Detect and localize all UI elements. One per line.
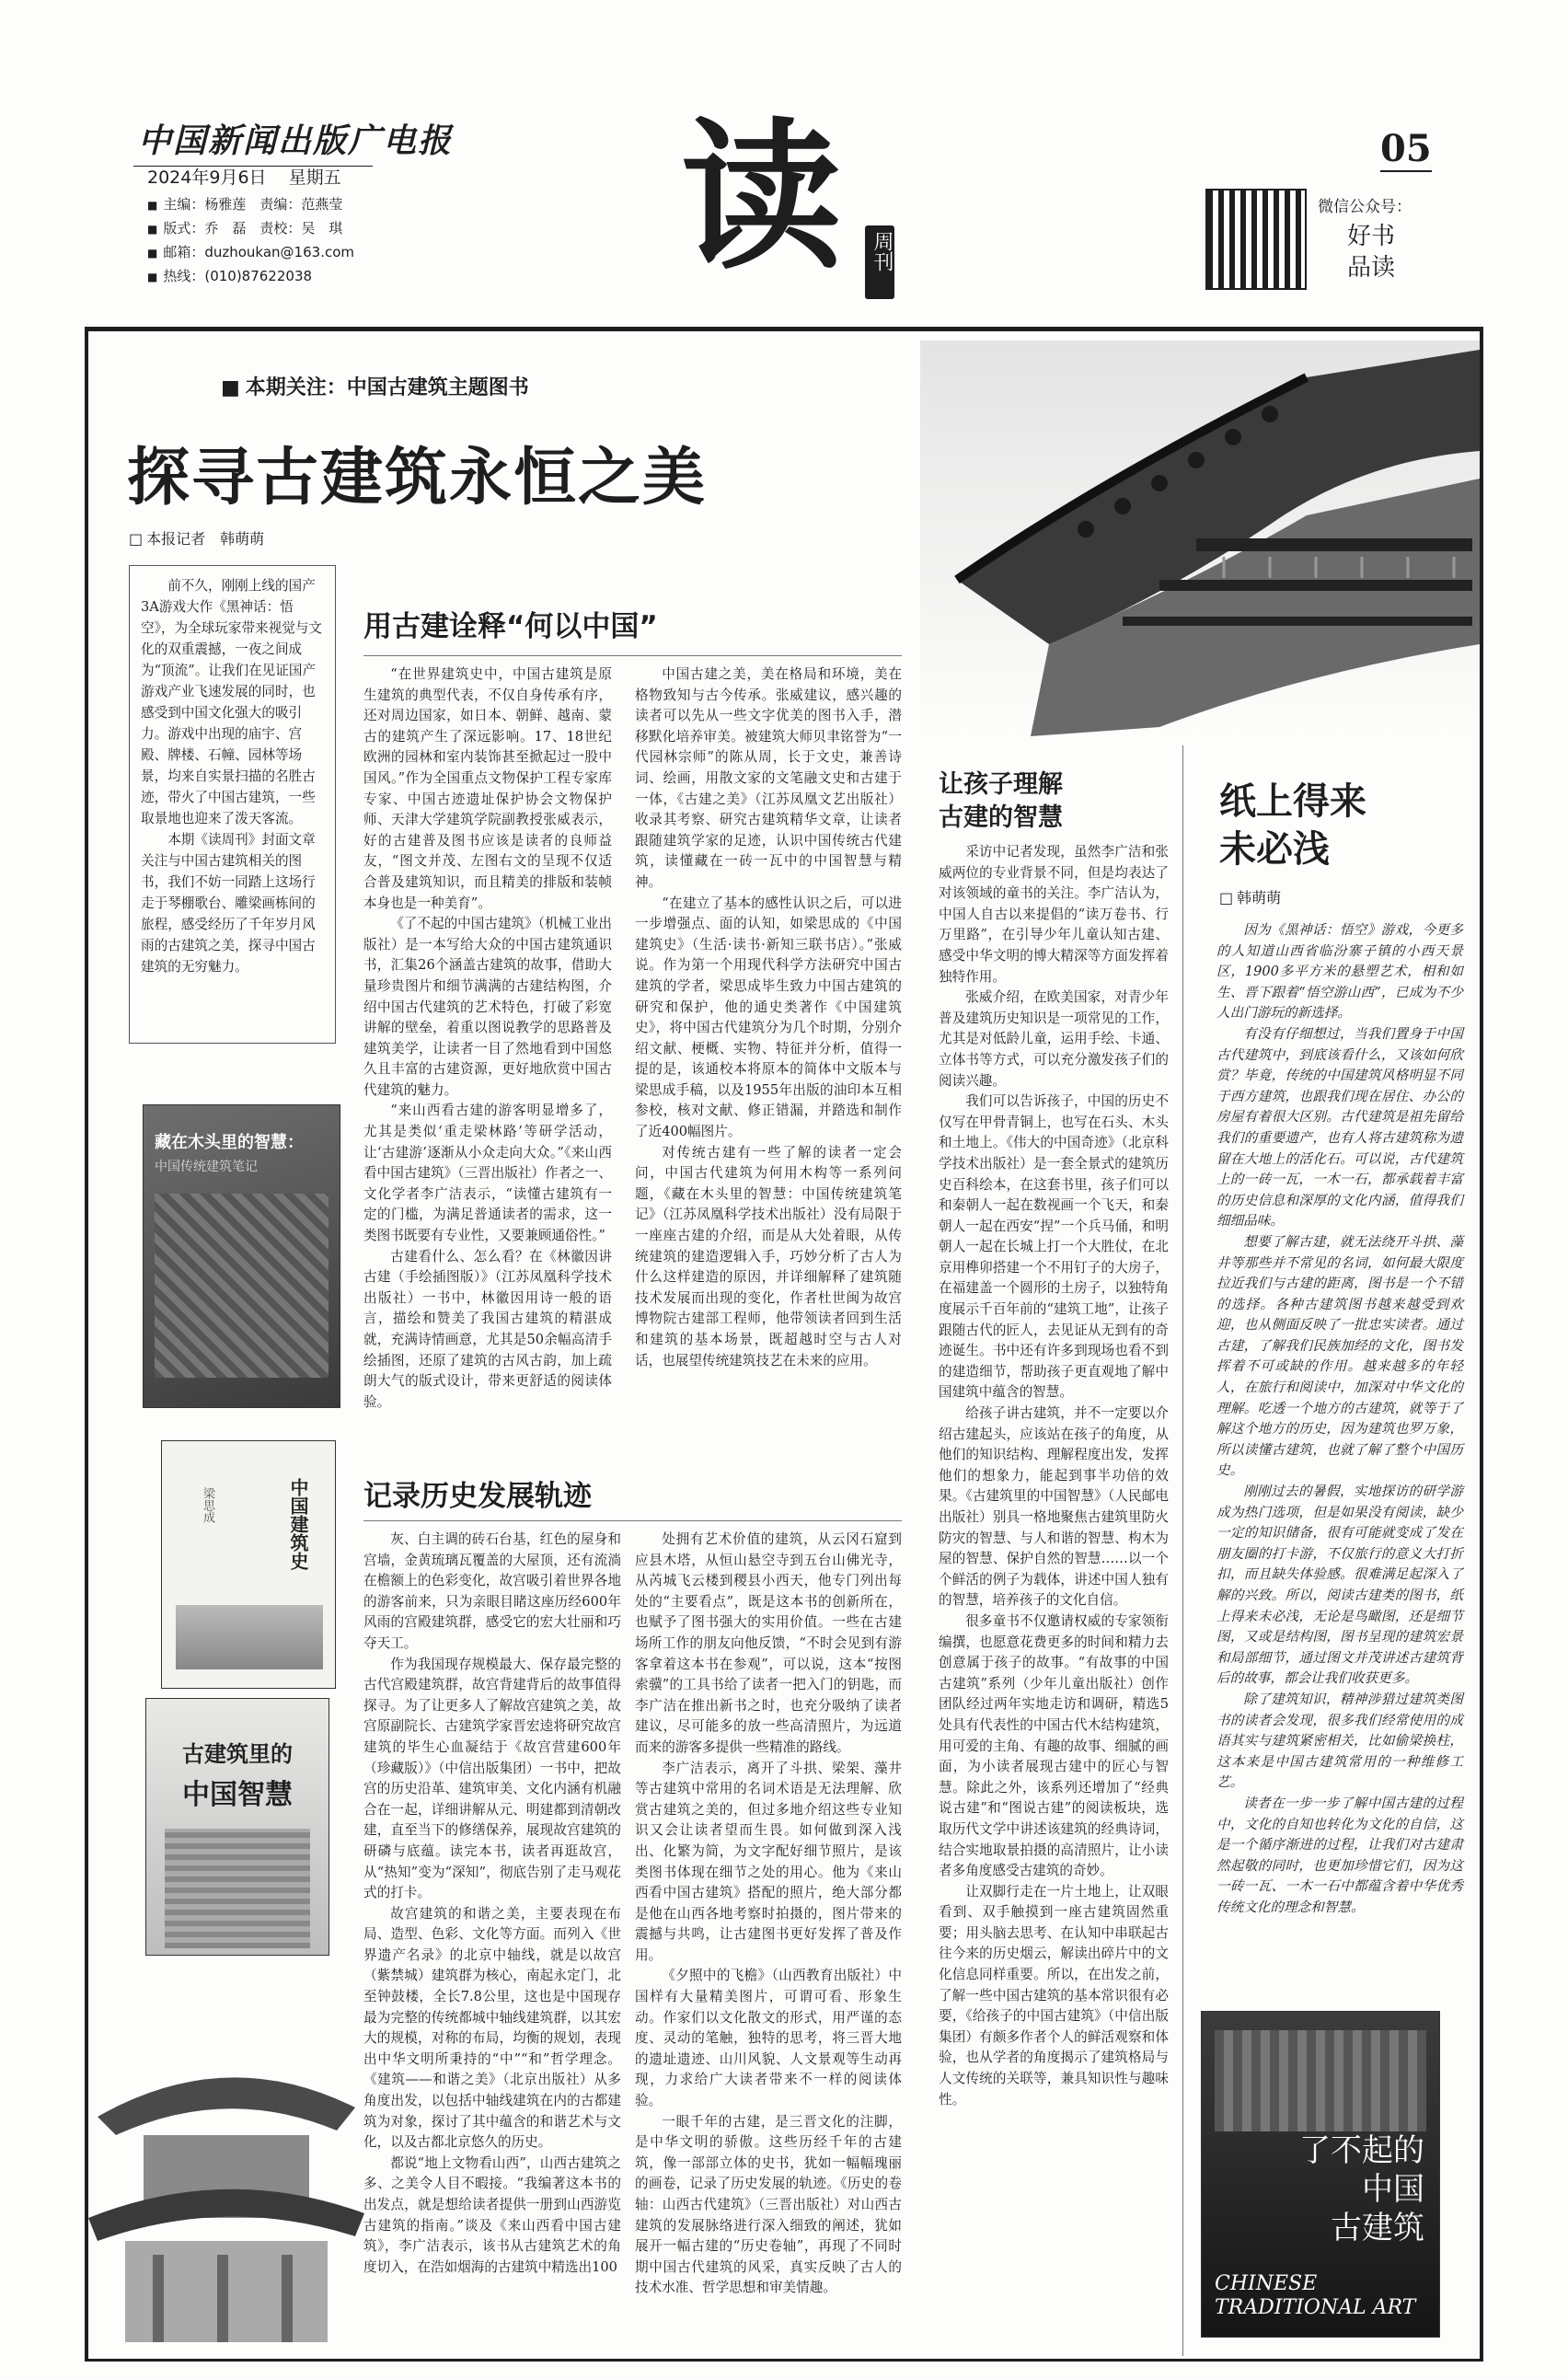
- qr-code-icon: [1205, 189, 1307, 290]
- article-paragraph: “在建立了基本的感性认识之后，可以进一步增强点、面的认知，如梁思成的《中国建筑史》（生活·读书·新知三联书店）。”张威说。作为第一个用现代科学方法研究中国古建筑的学者，梁思成毕生致力中国古建筑的研究和保护，他的通史类著作《中国建筑史》，将中国古代建筑分为几个时期，分别介绍文献、梗概、实物、特征并分析，值得一提的是，该通校本将原本的简体中文版本与梁思成手稿，以及1955年出版的油印本互相参校，核对文献、修正错漏，并踏选和制作了近400幅图片。: [635, 895, 902, 1140]
- book-title: 了不起的: [1299, 2132, 1424, 2169]
- book-cover-china-architecture-history: [161, 1440, 336, 1689]
- section3-column-2: [635, 1530, 902, 2362]
- book-cover-ancient-wisdom-series: [145, 1698, 329, 1956]
- staff-line: ■ 版式：乔 磊 责校：吴 琪: [147, 217, 354, 241]
- commentary-paragraph: 除了建筑知识，精神涉猎过建筑类图书的读者会发现，很多我们经常使用的成语其实与建筑紧密相关，比如偷梁换柱，这本来是中国古建筑常用的一种维修工艺。: [1216, 1691, 1463, 1791]
- section-kicker: ■ 本期关注：中国古建筑主题图书: [221, 372, 529, 400]
- commentary-paragraph: 因为《黑神话：悟空》游戏，今更多的人知道山西省临汾寨子镇的小西天景区，1900多平方米的悬塑艺术，相和如生、晋下跟着“悟空游山西”，已成为不少人出门游玩的新选择。: [1216, 922, 1463, 1022]
- right-frame-rule: [1480, 331, 1483, 2361]
- staff-line: ■ 邮箱：duzhoukan@163.com: [147, 241, 354, 265]
- commentary-paragraph: 有没有仔细想过，当我们置身于中国古代建筑中，到底该看什么，又该如何欣赏？毕竟，传统的中国建筑风格明显不同于西方建筑，也跟我们现在居住、办公的房屋有着很大区别。古代建筑是祖先留给我们的重要遗产，也有人将古建筑称为遗留在大地上的活化石。可以说，古代建筑上的一砖一瓦，一木一石，都承载着丰富的历史信息和深厚的文化内涵，值得我们细细品味。: [1216, 1025, 1463, 1230]
- article-paragraph: 故宫建筑的和谐之美，主要表现在布局、造型、色彩、文化等方面。而列入《世界遗产名录》的北京中轴线，就是以故宫（紫禁城）建筑群为核心，南起永定门，北至钟鼓楼，全长7.8公里，这也是中国现存最为完整的传统都城中轴线建筑群，以其宏大的规模，对称的布局，均衡的规划，表现出中华文明所秉持的“中”“和”哲学理念。《建筑——和谐之美》（北京出版社）从多角度出发，以包括中轴线建筑在内的古都建筑为对象，探讨了其中蕴含的和谐艺术与文化，以及古都北京悠久的历史。: [363, 1905, 621, 2151]
- pavilion-illustration: [88, 2006, 364, 2356]
- article-paragraph: 作为我国现存规模最大、保存最完整的古代宫殿建筑群，故宫背建背后的故事值得探寻。为了让更多人了解故宫建筑之美，故宫原副院长、古建筑学家晋宏逵将研究故宫建筑的毕生心血凝结于《故宫营建600年（珍藏版）》（中信出版集团）一书中，把故宫的历史沿革、建筑审美、文化内涵有机融合在一起，详细讲解从元、明建都到清朝改建，直至当下的修缮保养，展现故宫建筑的研磷与底蕴。读完本书，读者再逛故宫，从“热知”变为“深知”，彻底告别了走马观花式的打卡。: [363, 1656, 621, 1901]
- newspaper-brand: 中国新闻出版广电报: [138, 121, 454, 160]
- article-paragraph: “来山西看古建的游客明显增多了，尤其是类似‘重走梁林路’等研学活动，让‘古建游’逐渐从小众走向大众。”《来山西看中国古建筑》（三晋出版社）作者之一、文化学者李广洁表示，“读懂古建筑有一定的门槛，为满足普通读者的需求，这一类图书既要有专业性，又要兼顾通俗性。”: [363, 1103, 612, 1244]
- article-paragraph: 一眼千年的古建，是三晋文化的注脚，是中华文明的骄傲。这些历经千年的古建筑，像一部部立体的史书，犹如一幅幅瑰丽的画卷，记录了历史发展的轨迹。《历史的卷轴：山西古代建筑》（三晋出版社）对山西古建筑的发展脉络进行深入细致的阐述，犹如展开一幅古建的“历史卷轴”，再现了不同时期中国古代建筑的风采，真实反映了古人的技术水准、哲学思想和审美情趣。: [635, 2113, 902, 2296]
- book-cover-art: [155, 1194, 329, 1378]
- sidebar-title: 纸上得来 未必浅: [1219, 780, 1366, 871]
- wechat-account-name: 好书品读: [1346, 223, 1395, 282]
- headline-byline: □ 本报记者 韩萌萌: [129, 527, 264, 549]
- article-paragraph: 张威介绍，在欧美国家，对青少年普及建筑历史知识是一项常见的工作，尤其是对低龄儿童，运用手绘、卡通、立体书等方式，可以充分激发孩子们的阅读兴趣。: [939, 989, 1169, 1089]
- book-english-line: CHINESE: [1215, 2272, 1318, 2295]
- section3-column-1: [363, 1530, 621, 2362]
- book-cover-remarkable-architecture: [1201, 2011, 1440, 2338]
- book-cover-art: [165, 1829, 310, 1948]
- book-english-line: TRADITIONAL ART: [1215, 2296, 1416, 2319]
- dateline-rule: [133, 166, 373, 167]
- book-title: 中国建筑史: [287, 1478, 309, 1570]
- section2-title: 让孩子理解 古建的智慧: [939, 770, 1063, 832]
- article-paragraph: “在世界建筑史中，中国古建筑是原生建筑的典型代表，不仅自身传承有序，还对周边国家，如日本、朝鲜、越南、蒙古的建筑产生了深远影响。17、18世纪欧洲的园林和室内装饰甚至掀起过一股中国风。”作为全国重点文物保护工程专家库专家、中国古迹遗址保护协会文物保护师、天津大学建筑学院副教授张威表示，好的古建普及图书应该是读者的良师益友，“图文并茂、左图右文的呈现不仅适合普及建筑知识，而且精美的排版和装帧本身也是一种美育”。: [363, 666, 612, 911]
- book-subtitle: 中国传统建筑笔记: [155, 1160, 258, 1174]
- dateline: [147, 164, 341, 189]
- section2-column: [939, 842, 1169, 2361]
- staff-line: ■ 主编：杨雅莲 责编：范燕莹: [147, 193, 354, 217]
- article-paragraph: 处拥有艺术价值的建筑，从云冈石窟到应县木塔，从恒山悬空寺到五台山佛光寺，从芮城飞云楼到稷县小西天，他专门列出每处的“主要看点”，既是这本书的创新所在，也赋予了图书强大的实用价值。一些在古建场所工作的朋友向他反馈，“不时会见到有游客拿着这本书在参观”，可以说，这本“按图索骥”的工具书给了读者一把入门的钥匙，而李广洁在推出新书之时，也充分吸纳了读者建议，尽可能多的放一些高清照片，为远道而来的游客多提供一些精准的路线。: [635, 1531, 902, 1755]
- article-paragraph: 对传统古建有一些了解的读者一定会问，中国古代建筑为何用木构等一系列问题，《藏在木头里的智慧：中国传统建筑笔记》（江苏凤凰科学技术出版社）没有局限于一座座古建的介绍，而是从大处着眼，从传统建筑的建造逻辑入手，巧妙分析了古人为什么这样建造的原因，并详细解释了建筑随技术发展而出现的变化，作者杜世闽为故宫博物院古建部工程师，他带领读者回到生活和建筑的基本场景，既超越时空与古人对话，也展望传统建筑技艺在未来的应用。: [635, 1144, 902, 1369]
- book-title-3: 古建筑: [1331, 2210, 1424, 2246]
- commentary-paragraph: 刚刚过去的暑假，实地探访的研学游成为热门选项，但是如果没有阅读，缺少一定的知识储备，很有可能就变成了发在朋友圈的打卡游，不仅旅行的意义大打折扣，而且缺失体验感。很难满足起深入了解的兴致。所以，阅读古建类的图书，纸上得来未必浅，无论是鸟瞰图，还是细节图，又或是结构图，图书呈现的建筑宏景和局部细节，通过图文并茂讲述古建筑背后的故事，都会让我们收获更多。: [1216, 1484, 1463, 1687]
- book-title: 古建筑里的: [182, 1741, 293, 1767]
- book-title-block: [1299, 2131, 1424, 2247]
- book-title: 藏在木头里的智慧：: [155, 1133, 304, 1152]
- sidebar-byline: □ 韩萌萌: [1219, 886, 1281, 907]
- staff-line: ■ 热线：(010)87622038: [147, 265, 354, 289]
- section1-column-1: [363, 664, 612, 1456]
- book-english-title: [1215, 2272, 1415, 2320]
- issue-weekday: 星期五: [288, 167, 341, 188]
- book-title-2: 中国: [1362, 2171, 1424, 2208]
- top-rule: [85, 327, 1483, 331]
- ancient-roof-illustration: [920, 341, 1480, 736]
- section3-title: 记录历史发展轨迹: [363, 1480, 592, 1513]
- article-paragraph: 《夕照中的飞檐》（山西教育出版社）中国样有大量精美图片，可谓可看、形象生动。作家们以文化散文的形式，用严谨的态度、灵动的笔触，独特的思考，将三晋大地的遗址遗迹、山川风貌、人文景观等生动再现，力求给广大读者带来不一样的阅读体验。: [635, 1968, 902, 2109]
- book-title-2: 中国智慧: [182, 1779, 293, 1811]
- section1-title: 用古建诠释“何以中国”: [363, 610, 658, 643]
- article-paragraph: 我们可以告诉孩子，中国的历史不仅写在甲骨青铜上，也写在石头、木头和土地上。《伟大的中国奇迹》（北京科学技术出版社）是一套全景式的建筑历史百科绘本，在这套书里，孩子们可以和秦朝人一起在数视画一个飞天，和秦朝人一起在西安“捏”一个兵马俑，和明朝人一起在长城上打一个大胜仗，在北京用榫卯搭建一个不用钉子的大房子，在福建盖一个圆形的土房子，以独特角度展示千百年前的“建筑工地”，让孩子跟随古代的匠人，去见证从无到有的奇迹诞生。书中还有许多到现场也看不到的建造细节，帮助孩子更直观地了解中国建筑中蕴含的智慧。: [939, 1093, 1169, 1401]
- article-paragraph: 给孩子讲古建筑，并不一定要以介绍古建起头，应该站在孩子的角度，从他们的知识结构、理解程度出发，发挥他们的想象力，能起到事半功倍的效果。《古建筑里的中国智慧》（人民邮电出版社）别具一格地聚焦古建筑里防火防灾的智慧、与人和谐的智慧、构木为屋的智慧、保护自然的智慧……以一个个鲜活的例子为载体，讲述中国人独有的智慧，培养孩子的文化自信。: [939, 1405, 1169, 1609]
- intro-box: [129, 565, 336, 1044]
- intro-paragraph: 前不久，刚刚上线的国产3A游戏大作《黑神话：悟空》，为全球玩家带来视觉与文化的双重震撼，一夜之间成为“顶流”。让我们在见证国产游戏产业飞速发展的同时，也感受到中国文化强大的吸引力。游戏中出现的庙宇、宫殿、牌楼、石幢、园林等场景，均来自实景扫描的名胜古迹，带火了中国古建筑，一些取景地也迎来了泼天客流。: [141, 578, 323, 826]
- commentary-paragraph: 读者在一步一步了解中国古建的过程中，文化的自知也转化为文化的自信，这是一个循序渐进的过程，让我们对古建肃然起敬的同时，也更加珍惜它们，因为这一砖一瓦、一木一石中都蕴含着中华优秀传统文化的理念和智慧。: [1216, 1795, 1463, 1915]
- section1-rule: [363, 655, 902, 656]
- article-paragraph: 很多童书不仅邀请权威的专家领衔编撰，也愿意花费更多的时间和精力去创意属于孩子的故事。“有故事的中国古建筑”系列（少年儿童出版社）创作团队经过两年实地走访和调研，精选5处具有代表性的中国古代木结构建筑，用可爱的主角、有趣的故事、细腻的画面，为小读者展现古建中的匠心与智慧。除此之外，该系列还增加了“经典说古建”和“图说古建”的阅读板块，选取历代文学中讲述该建筑的经典诗词，结合实地取景拍摄的高清照片，让小读者多角度感受古建筑的奇妙。: [939, 1612, 1169, 1879]
- wechat-label: 微信公众号：: [1318, 198, 1412, 216]
- article-paragraph: 都说“地上文物看山西”，山西古建筑之多、之美令人目不暇接。“我编著这本书的出发点，就是想给读者提供一册到山西游览古建筑的指南。”谈及《来山西看中国古建筑》，李广洁表示，该书从古建筑艺术的角度切入，在浩如烟海的古建筑中精选出100: [363, 2154, 621, 2275]
- intro-paragraph: 本期《读周刊》封面文章关注与中国古建筑相关的图书，我们不妨一同踏上这场行走于琴棚歌台、雕梁画栋间的旅程，感受经历了千年岁月风雨的古建筑之美，探寻中国古建筑的无穷魅力。: [141, 832, 316, 975]
- page-headline: 探寻古建筑永恒之美: [127, 441, 708, 514]
- article-paragraph: 灰、白主调的砖石台基，红色的屋身和宫墙，金黄琉璃瓦覆盖的大屋顶，还有流淌在檐额上的色彩变化，故宫吸引着世界各地的游客前来，只为亲眼目睹这座历经600年风雨的宫殿建筑群，感受它的宏大壮丽和巧夺天工。: [363, 1531, 621, 1651]
- book-cover-wood-wisdom: [143, 1104, 340, 1408]
- article-paragraph: 让双脚行走在一片土地上，让双眼看到、双手触摸到一座古建筑固然重要；用头脑去思考、在认知中串联起古往今来的历史烟云，解读出碎片中的文化信息同样重要。所以，在出发之前，了解一些中国古建筑的基本常识很有必要，《给孩子的中国古建筑》（中信出版集团）有颇多作者个人的鲜活观察和体验，也从学者的角度揭示了建筑格局与人文传统的关联等，兼具知识性与趣味性。: [939, 1883, 1169, 2108]
- staff-list: [147, 193, 354, 289]
- article-paragraph: 中国古建之美，美在格局和环境，美在格物致知与古今传承。张威建议，感兴趣的读者可以先从一些文字优美的图书入手，潜移默化培养审美。被建筑大师贝聿铭誉为“一代园林宗师”的陈从周，长于文史，兼善诗词、绘画，用散文家的文笔融文史和古建于一体，《古建之美》（江苏凤凰文艺出版社）收录其考察、研究古建筑精华文章，让读者跟随建筑学家的足迹，认识中国传统古代建筑，读懂藏在一砖一瓦中的中国智慧与精神。: [635, 666, 902, 890]
- book-cover-art: [1215, 2030, 1426, 2131]
- commentary-paragraph: 想要了解古建，就无法绕开斗拱、藻井等那些并不常见的名词，如何最大限度拉近我们与古建的距离，图书是一个不错的选择。各种古建筑图书越来越受到欢迎，也从侧面反映了一批忠实读者。通过古建，了解我们民族加经的文化，图书发挥着不可或缺的作用。越来越多的年轻人，在旅行和阅读中，加深对中华文化的理解。吃透一个地方的古建筑，就等于了解这个地方的历史，因为建筑也罗万象，所以读懂古建筑，也就了解了整个中国历史。: [1216, 1233, 1463, 1479]
- article-paragraph: 采访中记者发现，虽然李广洁和张威两位的专业背景不同，但是均表达了对该领域的童书的关注。李广洁认为，中国人自古以来提倡的“读万卷书、行万里路”，在引导少年儿童认知古建、感受中华文明的博大精深等方面发挥着独特作用。: [939, 844, 1169, 985]
- weekly-badge: [865, 225, 894, 299]
- book-author: 梁思成: [201, 1487, 214, 1523]
- sidebar-commentary: [1216, 920, 1463, 1915]
- book-cover-art: [176, 1605, 323, 1669]
- article-paragraph: 《了不起的中国古建筑》（机械工业出版社）是一本写给大众的中国古建筑通识书，汇集26个涵盖古建筑的故事，借助大量珍贵图片和细节满满的古建结构图，介绍中国古代建筑的艺术特色，打破了彩宽讲解的壁垒，着重以图说教学的思路普及建筑美学，让读者一目了然地看到中国悠久且丰富的古建资源，更好地欣赏中国古代建筑的魅力。: [363, 916, 612, 1098]
- section1-column-2: [635, 664, 902, 1456]
- page-number: 05: [1380, 127, 1432, 170]
- issue-date: 2024年9月6日: [147, 167, 267, 188]
- weekly-badge-text: 周刊: [870, 231, 894, 271]
- column-divider: [1182, 745, 1183, 2356]
- article-paragraph: 李广洁表示，离开了斗拱、梁架、藻井等古建筑中常用的名词术语是无法理解、欣赏古建筑之美的，但过多地介绍这些专业知识又会让读者望而生畏。如何做到深入浅出、化繁为简，为文字配好细节照片，是该类图书体现在细节之处的用心。他为《来山西看中国古建筑》搭配的照片，绝大部分都是他在山西各地考察时拍摄的，图片带来的震撼与共鸣，让古建图书更好发挥了普及作用。: [635, 1760, 902, 1963]
- section3-rule: [363, 1520, 902, 1521]
- section-title-calligraphy: 读: [681, 103, 842, 292]
- article-paragraph: 古建看什么、怎么看？在《林徽因讲古建（手绘插图版）》（江苏凤凰科学技术出版社）一书中，林徽因用诗一般的语言，描绘和赞美了我国古建筑的精湛成就，充满诗情画意，尤其是50余幅高清手绘插图，还原了建筑的古风古韵，加上疏朗大气的版式设计，带来更舒适的阅读体验。: [363, 1248, 612, 1410]
